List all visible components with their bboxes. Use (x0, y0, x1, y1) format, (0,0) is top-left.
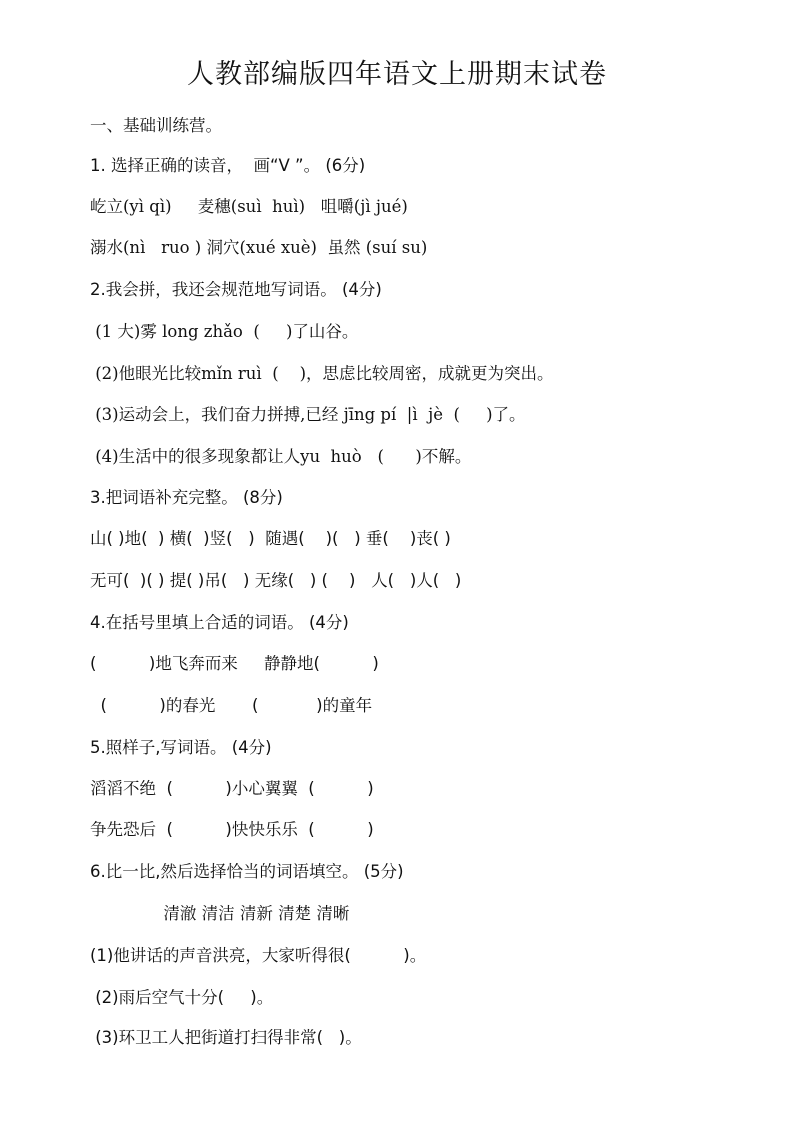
question-6-item-2: (2)雨后空气十分( )。 (90, 988, 274, 1007)
question-1-prompt: 1. 选择正确的读音， 画“V ”。 (6分) (90, 156, 366, 175)
question-4-prompt: 4.在括号里填上合适的词语。 (4分) (90, 613, 349, 632)
question-6-item-1: (1)他讲话的声音洪亮，大家听得很( )。 (90, 946, 427, 965)
question-6-prompt: 6.比一比,然后选择恰当的词语填空。 (5分) (90, 862, 404, 881)
question-1-row-1: 屹立(yì qì) 麦穗(suì huì) 咀嚼(jì jué) (90, 197, 408, 216)
question-3-row-1: 山( )地( ) 横( )竖( ) 随遇( )( ) 垂( )丧( ) (90, 529, 451, 548)
question-2-item-4: (4)生活中的很多现象都让人yu huò ( )不解。 (90, 447, 472, 466)
question-6-word-bank: 清澈 清洁 清新 清楚 清晰 (90, 904, 350, 923)
question-2-item-3: (3)运动会上，我们奋力拼搏,已经 jīng pí |ì jè ( )了。 (90, 405, 526, 424)
section-heading: 一、基础训练营。 (90, 116, 222, 135)
question-2-prompt: 2.我会拼，我还会规范地写词语。 (4分) (90, 280, 382, 299)
question-2-item-2: (2)他眼光比较mǐn ruì ( )，思虑比较周密，成就更为突出。 (90, 364, 554, 383)
question-6-item-3: (3)环卫工人把街道打扫得非常( )。 (90, 1028, 362, 1047)
exam-title: 人教部编版四年语文上册期末试卷 (187, 59, 607, 90)
question-2-item-1: (1 大)雾 long zhǎo ( )了山谷。 (90, 322, 359, 341)
question-3-row-2: 无可( )( ) 提( )吊( ) 无缘( ) ( ) 人( )人( ) (90, 571, 462, 590)
question-4-row-1: ( )地飞奔而来 静静地( ) (90, 654, 379, 673)
question-1-row-2: 溺水(nì ruo ) 洞穴(xué xuè) 虽然 (suí su) (90, 238, 428, 257)
question-5-prompt: 5.照样子,写词语。 (4分) (90, 738, 272, 757)
question-3-prompt: 3.把词语补充完整。 (8分) (90, 488, 283, 507)
question-5-row-2: 争先恐后 ( )快快乐乐 ( ) (90, 820, 374, 839)
question-4-row-2: ( )的春光 ( )的童年 (90, 696, 373, 715)
question-5-row-1: 滔滔不绝 ( )小心翼翼 ( ) (90, 779, 374, 798)
